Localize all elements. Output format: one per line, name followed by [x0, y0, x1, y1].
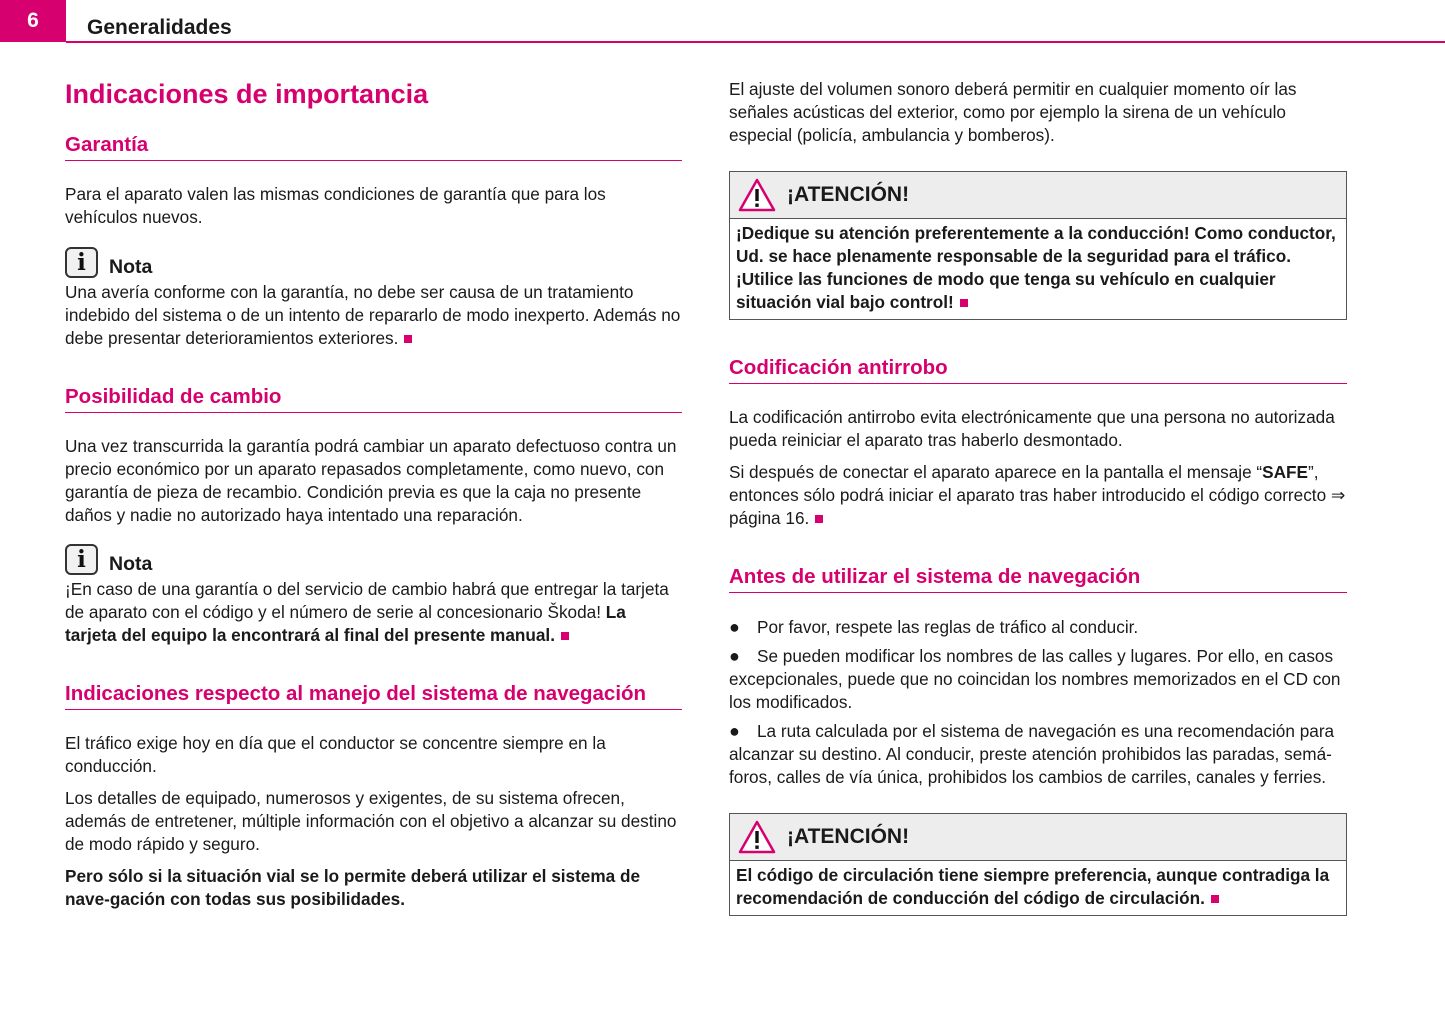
left-column	[65, 60, 682, 911]
manejo-p1: El tráfico exige hoy en día que el conductor se concentre siempre en la conducción.	[65, 733, 606, 776]
info-icon: i	[65, 544, 98, 575]
end-mark-icon	[815, 515, 823, 523]
note-label: Nota	[109, 553, 153, 575]
warning-header	[730, 814, 1346, 861]
heading-cambio: Posibilidad de cambio	[65, 383, 682, 413]
warning-title: ¡ATENCIÓN!	[787, 183, 910, 206]
warning-header	[730, 172, 1346, 219]
right-column	[729, 78, 1347, 916]
list-item: ● Se pueden modificar los nombres de las calles y lugares. Por ello, en casos excepcionales, puede que no coincidan los nombres memorizados en el CD con los modificados.	[729, 646, 1341, 712]
bullet-icon: ●	[729, 617, 740, 637]
warning-triangle-icon	[738, 178, 776, 212]
volumen-text: El ajuste del volumen sonoro deberá permitir en cualquier momento oír las señales acústicas del exterior, como por ejemplo la sirena de un vehículo especial (policía, ambulancia y bomberos).	[729, 79, 1297, 145]
note-garantia	[65, 242, 682, 278]
list-item: ● Por favor, respete las reglas de tráfico al conducir.	[729, 617, 1139, 637]
note-label: Nota	[109, 256, 153, 278]
end-mark-icon	[960, 299, 968, 307]
warning-text: El código de circulación tiene siempre preferencia, aunque contradiga la recomendación de conducción del código de circulación.	[736, 865, 1330, 908]
end-mark-icon	[404, 335, 412, 343]
heading-antes: Antes de utilizar el sistema de navegación	[729, 563, 1347, 593]
end-mark-icon	[1211, 895, 1219, 903]
warning-text: ¡Dedique su atención preferentemente a la conducción! Como conductor, Ud. se hace plenamente responsable de la seguridad para el tráfico. ¡Utilice las funciones de modo que tenga su vehículo en cualquier situación vial bajo control!	[736, 223, 1336, 312]
manejo-p2: Los detalles de equipado, numerosos y exigentes, de su sistema ofrecen, además de entretener, múltiple información con el objetivo a alcanzar su destino de modo rápido y seguro.	[65, 788, 677, 854]
note-cambio	[65, 539, 682, 575]
warning-title: ¡ATENCIÓN!	[787, 825, 910, 848]
garantia-text: Para el aparato valen las mismas condiciones de garantía que para los vehículos nuevos.	[65, 184, 606, 227]
codificacion-p1: La codificación antirrobo evita electrónicamente que una persona no autorizada pueda reiniciar el aparato tras haberlo desmontado.	[729, 407, 1335, 450]
warning-triangle-icon	[738, 820, 776, 854]
warning-box-2	[729, 813, 1347, 916]
bullet-icon: ●	[729, 646, 740, 666]
list-item: ● La ruta calculada por el sistema de navegación es una recomendación para alcanzar su destino. Al conducir, preste atención prohibidos las paradas, semá-foros, calles de vía única, prohibidos los cambios de carriles, canales y ferries.	[729, 721, 1335, 787]
codificacion-p2: Si después de conectar el aparato aparece en la pantalla el mensaje “SAFE”, entonces sólo podrá iniciar el aparato tras haber introducido el código correcto ⇒ página 16.	[729, 462, 1346, 528]
heading-manejo: Indicaciones respecto al manejo del sistema de navegación	[65, 680, 682, 710]
warning-box-1	[729, 171, 1347, 320]
page-number: 6	[0, 0, 66, 42]
end-mark-icon	[561, 632, 569, 640]
heading-codificacion: Codificación antirrobo	[729, 354, 1347, 384]
page-title: Indicaciones de importancia	[65, 79, 429, 109]
note-garantia-text: Una avería conforme con la garantía, no debe ser causa de un tratamiento indebido del sistema o de un intento de repararlo de modo inexperto. Además no debe presentar deterioramientos exteriores.	[65, 282, 681, 348]
section-title: Generalidades	[87, 16, 232, 39]
cambio-text: Una vez transcurrida la garantía podrá cambiar un aparato defectuoso contra un precio económico por un aparato repasados completamente, como nuevo, con garantía de pieza de recambio. Condición previa es que la caja no presente daños y nadie no autorizado haya intentado una reparación.	[65, 436, 677, 525]
note-cambio-text: ¡En caso de una garantía o del servicio de cambio habrá que entregar la tarjeta de aparato con el código y el número de serie al concesionario Škoda! La tarjeta del equipo la encontrará al final del presente manual.	[65, 579, 669, 645]
manejo-p3: Pero sólo si la situación vial se lo permite deberá utilizar el sistema de nave-gación con todas sus posibilidades.	[65, 866, 641, 909]
info-icon: i	[65, 247, 98, 278]
page-header	[0, 0, 1445, 44]
bullet-icon: ●	[729, 721, 740, 741]
heading-garantia: Garantía	[65, 131, 682, 161]
header-rule	[66, 41, 1445, 43]
